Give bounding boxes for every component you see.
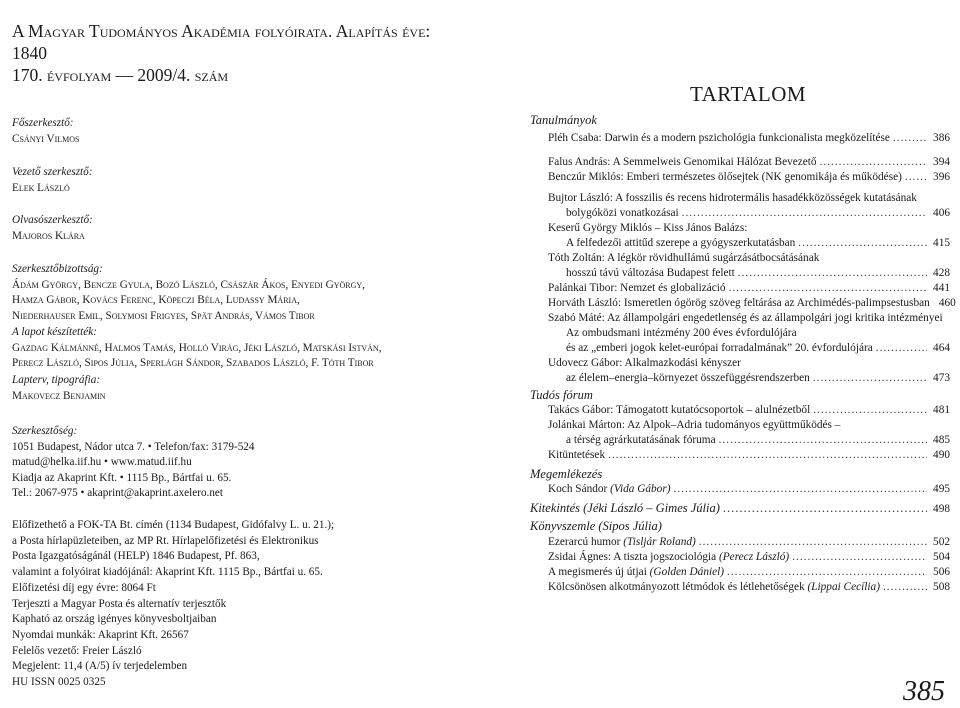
page-ref: 495	[933, 483, 950, 495]
distribution-line: Terjeszti a Magyar Posta és alternatív terjesztők	[12, 597, 227, 610]
role-label: Olvasószerkesztő:	[12, 214, 93, 226]
toc-entry: Palánkai Tibor: Nemzet és globalizáció ..... 441	[548, 281, 950, 296]
toc-entry-line: Udovecz Gábor: Alkalmazkodási kényszer	[548, 357, 741, 369]
toc-entry: Falus András: A Semmelweis Genomikai Hálózat Bevezető ..... 394	[548, 155, 950, 170]
page-ref: 481	[933, 404, 950, 416]
toc-entry-line: Keserű György Miklós – Kiss János Balázs:	[548, 222, 748, 234]
editor-in-chief	[12, 116, 79, 147]
toc-entry-line: Az ombudsmani intézmény 200 éves évfordulójára	[566, 327, 797, 339]
printing-line: Felelős vezető: Freier László	[12, 644, 142, 657]
editorial-line: 1051 Budapest, Nádor utca 7. • Telefon/fax: 3179-524	[12, 440, 255, 453]
toc-entry: bolygóközi vonatkozásai ..... 406	[566, 206, 950, 221]
masthead-line-2: 170. évfolyam — 2009/4. szám	[12, 65, 229, 85]
role-label: Főszerkesztő:	[12, 117, 74, 129]
masthead-line-1: A Magyar Tudományos Akadémia folyóirata. Alapítás éve: 1840	[12, 21, 431, 63]
page-ref: 396	[933, 171, 950, 183]
page-ref: 506	[933, 566, 950, 578]
page-ref: 490	[933, 449, 950, 461]
masthead	[12, 20, 452, 86]
staff-names: Csányi Vilmos	[12, 132, 80, 145]
typography	[12, 373, 106, 404]
editorial-line: Tel.: 2067-975 • akaprint@akaprint.axelero.net	[12, 487, 224, 499]
toc-entry: Zsidai Ágnes: A tiszta jogszociológia (Perecz László) ..... 504	[548, 550, 950, 565]
toc-entry: A felfedezői attitűd szerepe a gyógyszerkutatásban ..... 415	[566, 236, 950, 251]
toc-entry: a térség agrárkutatásának fóruma ..... 485	[566, 433, 950, 448]
managing-editor	[12, 165, 92, 196]
page-ref: 386	[933, 132, 950, 144]
editorial-line: Kiadja az Akaprint Kft. • 1115 Bp., Bártfai u. 65.	[12, 471, 232, 484]
subscription-line: valamint a folyóirat kiadójánál: Akaprint Kft. 1115 Bp., Bártfai u. 65.	[12, 565, 323, 578]
toc-entry: az élelem–energia–környezet összefüggésrendszerben ..... 473	[566, 371, 950, 386]
editorial-board	[12, 262, 365, 324]
page-ref: 441	[933, 282, 950, 294]
contributors	[12, 325, 382, 372]
page-ref: 460	[938, 297, 956, 309]
toc-title: TARTALOM	[690, 82, 807, 106]
distribution-info	[12, 581, 226, 628]
page-ref: 428	[933, 267, 950, 279]
staff-names: Gazdag Kálmánné, Halmos Tamás, Holló Virág, Jéki László, Matskási István,	[12, 341, 382, 354]
staff-names: Majoros Klára	[12, 229, 85, 242]
section-heading: Könyvszemle (Sipos Júlia)	[530, 519, 662, 533]
page-ref: 498	[933, 503, 950, 515]
toc-entry: és az „emberi jogok kelet-európai forradalmának” 20. évfordulójára ..... 464	[566, 341, 950, 356]
section-heading: Megemlékezés	[530, 467, 603, 481]
staff-names: Niederhauser Emil, Solymosi Frigyes, Spät András, Vámos Tibor	[12, 309, 315, 322]
page-ref: 394	[933, 156, 950, 168]
subscription-line: Posta Igazgatóságánál (HELP) 1846 Budapest, Pf. 863,	[12, 550, 260, 562]
subscription-line: Előfizethető a FOK-TA Bt. címén (1134 Budapest, Gidófalvy L. u. 21.);	[12, 519, 335, 531]
subscription-info	[12, 518, 334, 580]
page-number: 385	[903, 676, 945, 707]
editorial-line: matud@helka.iif.hu • www.matud.iif.hu	[12, 456, 192, 468]
toc-entry: Koch Sándor (Vida Gábor) ..... 495	[548, 482, 950, 497]
page-ref: 508	[933, 581, 950, 593]
staff-names: Perecz László, Sipos Júlia, Sperlágh Sándor, Szabados László, F. Tóth Tibor	[12, 357, 374, 369]
staff-names: Makovecz Benjamin	[12, 389, 106, 402]
role-label: Szerkesztőség:	[12, 425, 78, 437]
page-ref: 464	[933, 342, 950, 354]
toc-entry: Kölcsönösen alkotmányozott létmódok és létlehetőségek (Lippai Cecília) ..... 508	[548, 580, 950, 595]
role-label: Vezető szerkesztő:	[12, 166, 93, 178]
section-heading: Tanulmányok	[530, 113, 597, 127]
toc-entry: Takács Gábor: Támogatott kutatócsoportok – alulnézetből ..... 481	[548, 403, 950, 418]
printing-info	[12, 628, 189, 690]
toc-entry: Benczúr Miklós: Emberi természetes ölősejtek (NK genomikája és működése) ..... 396	[548, 170, 950, 185]
page-ref: 406	[933, 207, 950, 219]
role-label: Lapterv, tipográfia:	[12, 374, 101, 386]
section-heading: Tudós fórum	[530, 388, 593, 402]
toc-entry: Kitüntetések ..... 490	[548, 448, 950, 463]
printing-line: Megjelent: 11,4 (A/5) ív terjedelemben	[12, 660, 188, 672]
distribution-line: Kapható az ország igényes könyvesboltjaiban	[12, 613, 217, 625]
copy-editor	[12, 213, 93, 244]
page-ref: 504	[933, 551, 950, 563]
toc-entry-line: Bujtor László: A fosszilis és recens hidrotermális hasadékközösségek kutatásának	[548, 192, 917, 204]
subscription-line: a Posta hírlapüzleteiben, az MP Rt. Hírlapelőfizetési és Elektronikus	[12, 534, 319, 547]
page-ref: 415	[933, 237, 950, 249]
toc-entry: hosszú távú változása Budapest felett ..... 428	[566, 266, 950, 281]
toc-entry-line: Szabó Máté: Az állampolgári engedetlenség és az állampolgári jogi kritika intézményei	[548, 312, 943, 324]
staff-names: Elek László	[12, 181, 70, 194]
toc-entry-line: Jolánkai Márton: Az Alpok–Adria tudományos együttműködés –	[548, 419, 841, 431]
role-label: Szerkesztőbizottság:	[12, 263, 103, 275]
distribution-line: Előfizetési díj egy évre: 8064 Ft	[12, 582, 156, 594]
toc-entry: Horváth László: Ismeretlen ógörög szöveg feltárása az Archimédés-palimpsestusban 460	[548, 297, 956, 309]
toc-entry-line: Tóth Zoltán: A légkör rövidhullámú sugárzásátbocsátásának	[548, 252, 820, 264]
section-heading: Kitekintés (Jéki László – Gimes Júlia)	[530, 501, 720, 515]
page-ref: 473	[933, 372, 950, 384]
printing-line: Nyomdai munkák: Akaprint Kft. 26567	[12, 629, 189, 641]
staff-names: Ádám György, Bencze Gyula, Bozó László, Császár Ákos, Enyedi György,	[12, 278, 365, 291]
toc-entry	[530, 501, 950, 517]
toc-entry: Ezerarcú humor (Tisljár Roland) ..... 502	[548, 535, 950, 550]
printing-line: HU ISSN 0025 0325	[12, 675, 106, 688]
staff-names: Hamza Gábor, Kovács Ferenc, Köpeczi Béla, Ludassy Mária,	[12, 294, 300, 306]
role-label: A lapot készítették:	[12, 326, 97, 338]
page-ref: 485	[933, 434, 950, 446]
toc-entry: A megismerés új útjai (Golden Dániel) ..... 506	[548, 565, 950, 580]
page-ref: 502	[933, 536, 950, 548]
editorial-office	[12, 424, 254, 502]
toc-entry: Pléh Csaba: Darwin és a modern pszichológia funkcionalista megközelítése ..... 386	[548, 131, 950, 146]
